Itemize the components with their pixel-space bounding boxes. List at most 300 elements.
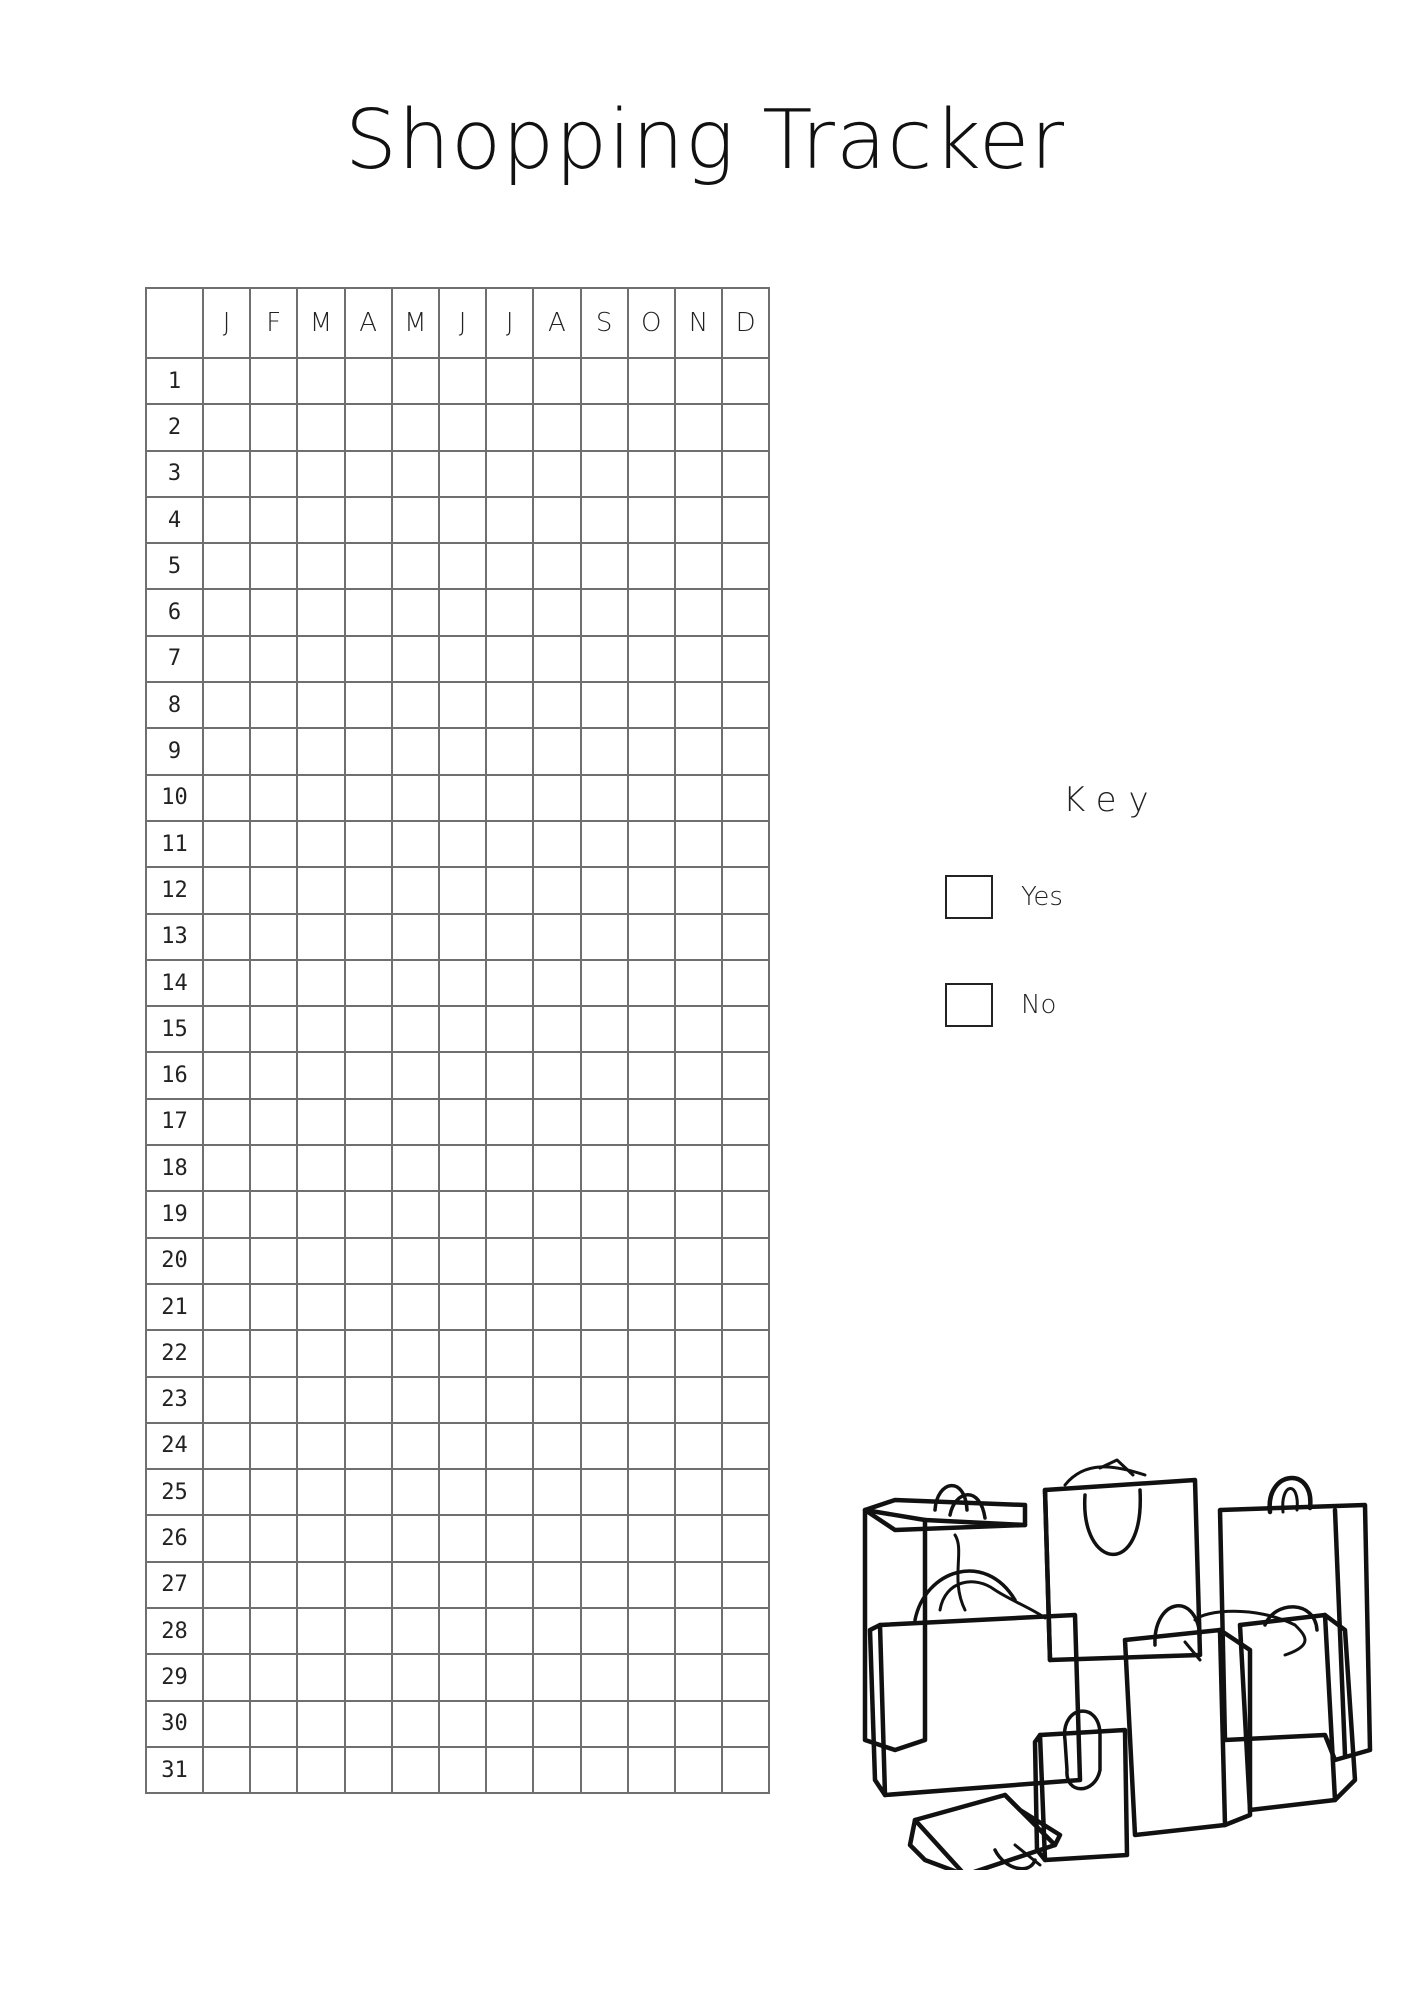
- tracker-cell[interactable]: [297, 821, 344, 867]
- tracker-cell[interactable]: [486, 358, 533, 404]
- tracker-cell[interactable]: [675, 1515, 722, 1561]
- tracker-cell[interactable]: [533, 1330, 580, 1376]
- tracker-cell[interactable]: [722, 1654, 769, 1700]
- tracker-cell[interactable]: [581, 1701, 628, 1747]
- tracker-cell[interactable]: [203, 1006, 250, 1052]
- tracker-cell[interactable]: [628, 1330, 675, 1376]
- tracker-cell[interactable]: [722, 636, 769, 682]
- tracker-cell[interactable]: [722, 821, 769, 867]
- tracker-cell[interactable]: [392, 358, 439, 404]
- tracker-cell[interactable]: [722, 1145, 769, 1191]
- tracker-cell[interactable]: [722, 1330, 769, 1376]
- tracker-cell[interactable]: [297, 636, 344, 682]
- tracker-cell[interactable]: [297, 1145, 344, 1191]
- tracker-cell[interactable]: [722, 1469, 769, 1515]
- tracker-cell[interactable]: [533, 404, 580, 450]
- tracker-cell[interactable]: [628, 1701, 675, 1747]
- tracker-cell[interactable]: [250, 1006, 297, 1052]
- tracker-cell[interactable]: [439, 728, 486, 774]
- tracker-cell[interactable]: [439, 682, 486, 728]
- tracker-cell[interactable]: [203, 960, 250, 1006]
- tracker-cell[interactable]: [203, 1052, 250, 1098]
- tracker-cell[interactable]: [581, 960, 628, 1006]
- tracker-cell[interactable]: [722, 358, 769, 404]
- tracker-cell[interactable]: [439, 775, 486, 821]
- tracker-cell[interactable]: [297, 1006, 344, 1052]
- tracker-cell[interactable]: [581, 358, 628, 404]
- tracker-cell[interactable]: [392, 404, 439, 450]
- tracker-cell[interactable]: [250, 821, 297, 867]
- tracker-cell[interactable]: [250, 543, 297, 589]
- tracker-cell[interactable]: [533, 867, 580, 913]
- tracker-cell[interactable]: [486, 1284, 533, 1330]
- tracker-cell[interactable]: [675, 1145, 722, 1191]
- tracker-cell[interactable]: [628, 404, 675, 450]
- tracker-cell[interactable]: [675, 1191, 722, 1237]
- tracker-cell[interactable]: [533, 775, 580, 821]
- tracker-cell[interactable]: [675, 404, 722, 450]
- tracker-cell[interactable]: [722, 1423, 769, 1469]
- tracker-cell[interactable]: [722, 1701, 769, 1747]
- tracker-cell[interactable]: [486, 1701, 533, 1747]
- tracker-cell[interactable]: [297, 1515, 344, 1561]
- tracker-cell[interactable]: [628, 728, 675, 774]
- tracker-cell[interactable]: [439, 1330, 486, 1376]
- tracker-cell[interactable]: [628, 775, 675, 821]
- tracker-cell[interactable]: [392, 1562, 439, 1608]
- tracker-cell[interactable]: [486, 1099, 533, 1145]
- tracker-cell[interactable]: [203, 589, 250, 635]
- tracker-cell[interactable]: [533, 1562, 580, 1608]
- tracker-cell[interactable]: [581, 775, 628, 821]
- tracker-cell[interactable]: [203, 1747, 250, 1793]
- tracker-cell[interactable]: [581, 1654, 628, 1700]
- tracker-cell[interactable]: [581, 589, 628, 635]
- tracker-cell[interactable]: [345, 404, 392, 450]
- tracker-cell[interactable]: [533, 728, 580, 774]
- tracker-cell[interactable]: [533, 543, 580, 589]
- tracker-cell[interactable]: [392, 543, 439, 589]
- tracker-cell[interactable]: [250, 1654, 297, 1700]
- tracker-cell[interactable]: [297, 497, 344, 543]
- tracker-cell[interactable]: [345, 914, 392, 960]
- tracker-cell[interactable]: [345, 728, 392, 774]
- tracker-cell[interactable]: [297, 1423, 344, 1469]
- tracker-cell[interactable]: [392, 867, 439, 913]
- tracker-cell[interactable]: [250, 960, 297, 1006]
- tracker-cell[interactable]: [581, 1747, 628, 1793]
- tracker-cell[interactable]: [486, 1562, 533, 1608]
- tracker-cell[interactable]: [486, 451, 533, 497]
- tracker-cell[interactable]: [533, 914, 580, 960]
- tracker-cell[interactable]: [581, 821, 628, 867]
- tracker-cell[interactable]: [439, 636, 486, 682]
- tracker-cell[interactable]: [392, 1469, 439, 1515]
- tracker-cell[interactable]: [439, 1747, 486, 1793]
- tracker-cell[interactable]: [203, 1377, 250, 1423]
- tracker-cell[interactable]: [486, 497, 533, 543]
- tracker-cell[interactable]: [581, 1515, 628, 1561]
- tracker-cell[interactable]: [675, 1330, 722, 1376]
- tracker-cell[interactable]: [297, 1052, 344, 1098]
- tracker-cell[interactable]: [486, 1654, 533, 1700]
- tracker-cell[interactable]: [345, 682, 392, 728]
- tracker-cell[interactable]: [345, 1423, 392, 1469]
- tracker-cell[interactable]: [250, 775, 297, 821]
- tracker-cell[interactable]: [581, 543, 628, 589]
- tracker-cell[interactable]: [250, 636, 297, 682]
- tracker-cell[interactable]: [439, 1377, 486, 1423]
- tracker-cell[interactable]: [722, 1747, 769, 1793]
- tracker-cell[interactable]: [439, 867, 486, 913]
- tracker-cell[interactable]: [203, 1145, 250, 1191]
- tracker-cell[interactable]: [203, 775, 250, 821]
- tracker-cell[interactable]: [392, 497, 439, 543]
- tracker-cell[interactable]: [250, 1191, 297, 1237]
- tracker-cell[interactable]: [345, 867, 392, 913]
- tracker-cell[interactable]: [722, 1377, 769, 1423]
- tracker-cell[interactable]: [675, 1238, 722, 1284]
- tracker-cell[interactable]: [628, 1191, 675, 1237]
- tracker-cell[interactable]: [675, 1701, 722, 1747]
- tracker-cell[interactable]: [297, 451, 344, 497]
- tracker-cell[interactable]: [439, 1701, 486, 1747]
- tracker-cell[interactable]: [581, 1330, 628, 1376]
- tracker-cell[interactable]: [345, 451, 392, 497]
- tracker-cell[interactable]: [628, 1238, 675, 1284]
- tracker-cell[interactable]: [581, 1238, 628, 1284]
- tracker-cell[interactable]: [345, 1191, 392, 1237]
- tracker-cell[interactable]: [345, 1006, 392, 1052]
- tracker-cell[interactable]: [722, 1284, 769, 1330]
- tracker-cell[interactable]: [392, 960, 439, 1006]
- tracker-cell[interactable]: [722, 867, 769, 913]
- tracker-cell[interactable]: [203, 1701, 250, 1747]
- tracker-cell[interactable]: [722, 1191, 769, 1237]
- tracker-cell[interactable]: [581, 1562, 628, 1608]
- tracker-cell[interactable]: [250, 589, 297, 635]
- tracker-cell[interactable]: [203, 1423, 250, 1469]
- tracker-cell[interactable]: [675, 1654, 722, 1700]
- tracker-cell[interactable]: [628, 1654, 675, 1700]
- tracker-cell[interactable]: [345, 1099, 392, 1145]
- tracker-cell[interactable]: [297, 867, 344, 913]
- tracker-cell[interactable]: [675, 1099, 722, 1145]
- tracker-cell[interactable]: [533, 1006, 580, 1052]
- tracker-cell[interactable]: [675, 1608, 722, 1654]
- tracker-cell[interactable]: [203, 1469, 250, 1515]
- tracker-cell[interactable]: [392, 1654, 439, 1700]
- tracker-cell[interactable]: [345, 1238, 392, 1284]
- tracker-cell[interactable]: [722, 543, 769, 589]
- tracker-cell[interactable]: [486, 1330, 533, 1376]
- tracker-cell[interactable]: [297, 1701, 344, 1747]
- tracker-cell[interactable]: [345, 1515, 392, 1561]
- tracker-cell[interactable]: [628, 1052, 675, 1098]
- tracker-cell[interactable]: [722, 682, 769, 728]
- tracker-cell[interactable]: [392, 728, 439, 774]
- tracker-cell[interactable]: [439, 914, 486, 960]
- tracker-cell[interactable]: [392, 1052, 439, 1098]
- tracker-cell[interactable]: [250, 1145, 297, 1191]
- tracker-cell[interactable]: [297, 775, 344, 821]
- tracker-cell[interactable]: [250, 728, 297, 774]
- tracker-cell[interactable]: [628, 451, 675, 497]
- tracker-cell[interactable]: [297, 1608, 344, 1654]
- tracker-cell[interactable]: [345, 1469, 392, 1515]
- tracker-cell[interactable]: [297, 1469, 344, 1515]
- tracker-cell[interactable]: [392, 1191, 439, 1237]
- tracker-cell[interactable]: [439, 960, 486, 1006]
- tracker-cell[interactable]: [722, 1515, 769, 1561]
- tracker-cell[interactable]: [250, 1747, 297, 1793]
- tracker-cell[interactable]: [628, 543, 675, 589]
- tracker-cell[interactable]: [628, 960, 675, 1006]
- tracker-cell[interactable]: [486, 1191, 533, 1237]
- tracker-cell[interactable]: [533, 821, 580, 867]
- tracker-cell[interactable]: [486, 914, 533, 960]
- tracker-cell[interactable]: [203, 636, 250, 682]
- tracker-cell[interactable]: [250, 682, 297, 728]
- tracker-cell[interactable]: [486, 1145, 533, 1191]
- tracker-cell[interactable]: [486, 1469, 533, 1515]
- tracker-cell[interactable]: [486, 1238, 533, 1284]
- tracker-cell[interactable]: [722, 589, 769, 635]
- tracker-cell[interactable]: [628, 1747, 675, 1793]
- tracker-cell[interactable]: [297, 1284, 344, 1330]
- tracker-cell[interactable]: [297, 1238, 344, 1284]
- tracker-cell[interactable]: [722, 1238, 769, 1284]
- tracker-cell[interactable]: [203, 404, 250, 450]
- tracker-cell[interactable]: [203, 1099, 250, 1145]
- tracker-cell[interactable]: [675, 1469, 722, 1515]
- tracker-cell[interactable]: [486, 775, 533, 821]
- tracker-cell[interactable]: [581, 1608, 628, 1654]
- tracker-cell[interactable]: [533, 682, 580, 728]
- tracker-cell[interactable]: [345, 1562, 392, 1608]
- tracker-cell[interactable]: [392, 1099, 439, 1145]
- tracker-cell[interactable]: [392, 1238, 439, 1284]
- tracker-cell[interactable]: [203, 1284, 250, 1330]
- tracker-cell[interactable]: [722, 728, 769, 774]
- tracker-cell[interactable]: [581, 914, 628, 960]
- tracker-cell[interactable]: [297, 728, 344, 774]
- tracker-cell[interactable]: [675, 1284, 722, 1330]
- tracker-cell[interactable]: [250, 867, 297, 913]
- tracker-cell[interactable]: [533, 1099, 580, 1145]
- no-checkbox[interactable]: [945, 983, 993, 1027]
- tracker-cell[interactable]: [581, 728, 628, 774]
- tracker-cell[interactable]: [675, 636, 722, 682]
- tracker-cell[interactable]: [581, 1191, 628, 1237]
- tracker-cell[interactable]: [203, 358, 250, 404]
- tracker-cell[interactable]: [345, 497, 392, 543]
- tracker-cell[interactable]: [675, 1052, 722, 1098]
- tracker-cell[interactable]: [581, 1099, 628, 1145]
- tracker-cell[interactable]: [439, 497, 486, 543]
- tracker-cell[interactable]: [392, 1145, 439, 1191]
- tracker-cell[interactable]: [392, 914, 439, 960]
- tracker-cell[interactable]: [345, 636, 392, 682]
- tracker-cell[interactable]: [486, 1006, 533, 1052]
- tracker-cell[interactable]: [203, 497, 250, 543]
- tracker-cell[interactable]: [486, 960, 533, 1006]
- tracker-cell[interactable]: [722, 404, 769, 450]
- tracker-cell[interactable]: [297, 1747, 344, 1793]
- tracker-cell[interactable]: [203, 1191, 250, 1237]
- tracker-cell[interactable]: [439, 589, 486, 635]
- tracker-cell[interactable]: [675, 1377, 722, 1423]
- tracker-cell[interactable]: [533, 1515, 580, 1561]
- tracker-cell[interactable]: [439, 404, 486, 450]
- tracker-cell[interactable]: [392, 636, 439, 682]
- tracker-cell[interactable]: [675, 728, 722, 774]
- yes-checkbox[interactable]: [945, 875, 993, 919]
- tracker-cell[interactable]: [203, 451, 250, 497]
- tracker-cell[interactable]: [486, 1423, 533, 1469]
- tracker-cell[interactable]: [250, 1377, 297, 1423]
- tracker-cell[interactable]: [439, 1099, 486, 1145]
- tracker-cell[interactable]: [533, 1284, 580, 1330]
- tracker-cell[interactable]: [439, 1469, 486, 1515]
- tracker-cell[interactable]: [628, 1099, 675, 1145]
- tracker-cell[interactable]: [203, 867, 250, 913]
- tracker-cell[interactable]: [675, 543, 722, 589]
- tracker-cell[interactable]: [675, 960, 722, 1006]
- tracker-cell[interactable]: [675, 1562, 722, 1608]
- tracker-cell[interactable]: [203, 821, 250, 867]
- tracker-cell[interactable]: [722, 451, 769, 497]
- tracker-cell[interactable]: [533, 960, 580, 1006]
- tracker-cell[interactable]: [628, 589, 675, 635]
- tracker-cell[interactable]: [486, 821, 533, 867]
- tracker-cell[interactable]: [628, 682, 675, 728]
- tracker-cell[interactable]: [297, 1191, 344, 1237]
- tracker-cell[interactable]: [581, 867, 628, 913]
- tracker-cell[interactable]: [439, 1284, 486, 1330]
- tracker-cell[interactable]: [722, 1099, 769, 1145]
- tracker-cell[interactable]: [581, 1006, 628, 1052]
- tracker-cell[interactable]: [581, 404, 628, 450]
- tracker-cell[interactable]: [581, 1423, 628, 1469]
- tracker-cell[interactable]: [581, 1145, 628, 1191]
- tracker-cell[interactable]: [628, 358, 675, 404]
- tracker-cell[interactable]: [392, 1284, 439, 1330]
- tracker-cell[interactable]: [675, 358, 722, 404]
- tracker-cell[interactable]: [439, 1562, 486, 1608]
- tracker-cell[interactable]: [581, 636, 628, 682]
- tracker-cell[interactable]: [392, 589, 439, 635]
- tracker-cell[interactable]: [439, 1145, 486, 1191]
- tracker-cell[interactable]: [297, 589, 344, 635]
- tracker-cell[interactable]: [581, 1284, 628, 1330]
- tracker-cell[interactable]: [675, 497, 722, 543]
- tracker-cell[interactable]: [250, 1423, 297, 1469]
- tracker-cell[interactable]: [297, 358, 344, 404]
- tracker-cell[interactable]: [345, 543, 392, 589]
- tracker-cell[interactable]: [722, 775, 769, 821]
- tracker-cell[interactable]: [392, 1515, 439, 1561]
- tracker-cell[interactable]: [439, 543, 486, 589]
- tracker-cell[interactable]: [675, 775, 722, 821]
- tracker-cell[interactable]: [486, 1515, 533, 1561]
- tracker-cell[interactable]: [392, 1747, 439, 1793]
- tracker-cell[interactable]: [439, 1608, 486, 1654]
- tracker-cell[interactable]: [533, 1654, 580, 1700]
- tracker-cell[interactable]: [439, 1191, 486, 1237]
- tracker-cell[interactable]: [439, 1654, 486, 1700]
- tracker-cell[interactable]: [628, 497, 675, 543]
- tracker-cell[interactable]: [628, 1423, 675, 1469]
- tracker-cell[interactable]: [675, 451, 722, 497]
- tracker-cell[interactable]: [297, 543, 344, 589]
- tracker-cell[interactable]: [297, 1654, 344, 1700]
- tracker-cell[interactable]: [675, 867, 722, 913]
- tracker-cell[interactable]: [345, 960, 392, 1006]
- tracker-cell[interactable]: [203, 1608, 250, 1654]
- tracker-cell[interactable]: [533, 497, 580, 543]
- tracker-cell[interactable]: [203, 1562, 250, 1608]
- tracker-cell[interactable]: [439, 1238, 486, 1284]
- tracker-cell[interactable]: [203, 543, 250, 589]
- tracker-cell[interactable]: [722, 497, 769, 543]
- tracker-cell[interactable]: [345, 1701, 392, 1747]
- tracker-cell[interactable]: [722, 1562, 769, 1608]
- tracker-cell[interactable]: [345, 1052, 392, 1098]
- tracker-cell[interactable]: [345, 1608, 392, 1654]
- tracker-cell[interactable]: [392, 451, 439, 497]
- tracker-cell[interactable]: [250, 1608, 297, 1654]
- tracker-cell[interactable]: [297, 1330, 344, 1376]
- tracker-cell[interactable]: [439, 1052, 486, 1098]
- tracker-cell[interactable]: [628, 1515, 675, 1561]
- tracker-cell[interactable]: [675, 589, 722, 635]
- tracker-cell[interactable]: [250, 1701, 297, 1747]
- tracker-cell[interactable]: [392, 1423, 439, 1469]
- tracker-cell[interactable]: [486, 682, 533, 728]
- tracker-cell[interactable]: [439, 1006, 486, 1052]
- tracker-cell[interactable]: [297, 404, 344, 450]
- tracker-cell[interactable]: [203, 1654, 250, 1700]
- tracker-cell[interactable]: [533, 1608, 580, 1654]
- tracker-cell[interactable]: [533, 1423, 580, 1469]
- tracker-cell[interactable]: [392, 1377, 439, 1423]
- tracker-cell[interactable]: [486, 1052, 533, 1098]
- tracker-cell[interactable]: [297, 682, 344, 728]
- tracker-cell[interactable]: [486, 589, 533, 635]
- tracker-cell[interactable]: [250, 1238, 297, 1284]
- tracker-cell[interactable]: [533, 1377, 580, 1423]
- tracker-cell[interactable]: [486, 1747, 533, 1793]
- tracker-cell[interactable]: [675, 821, 722, 867]
- tracker-cell[interactable]: [628, 1284, 675, 1330]
- tracker-cell[interactable]: [250, 497, 297, 543]
- tracker-cell[interactable]: [533, 589, 580, 635]
- tracker-cell[interactable]: [203, 728, 250, 774]
- tracker-cell[interactable]: [675, 1423, 722, 1469]
- tracker-cell[interactable]: [345, 589, 392, 635]
- tracker-cell[interactable]: [250, 404, 297, 450]
- tracker-cell[interactable]: [345, 1377, 392, 1423]
- tracker-cell[interactable]: [486, 867, 533, 913]
- tracker-cell[interactable]: [533, 358, 580, 404]
- tracker-cell[interactable]: [486, 404, 533, 450]
- tracker-cell[interactable]: [628, 1562, 675, 1608]
- tracker-cell[interactable]: [250, 1052, 297, 1098]
- tracker-cell[interactable]: [345, 1284, 392, 1330]
- tracker-cell[interactable]: [345, 775, 392, 821]
- tracker-cell[interactable]: [250, 1469, 297, 1515]
